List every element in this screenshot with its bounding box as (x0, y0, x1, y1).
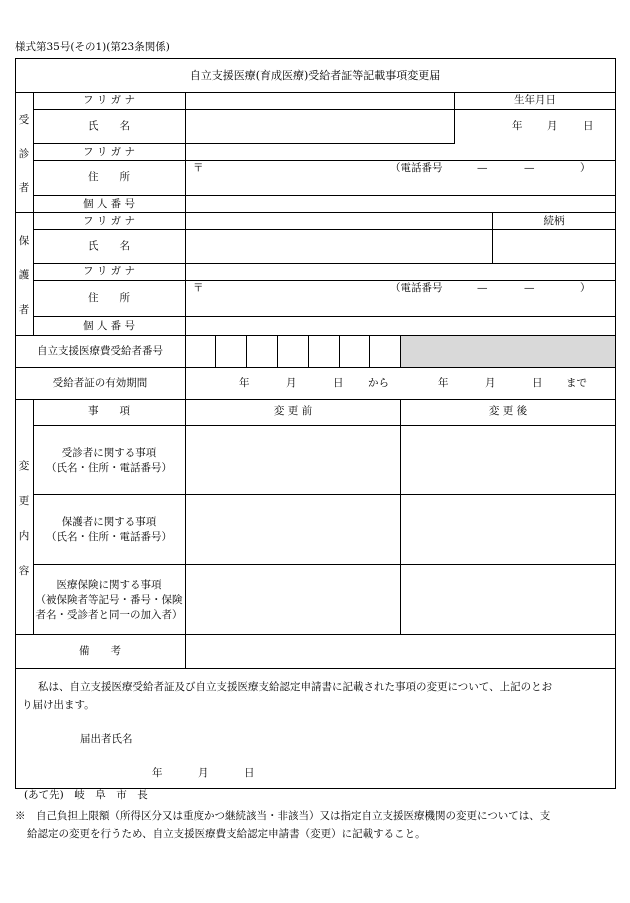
patient-section-char: 者 (18, 182, 30, 194)
validity-to-month: 月 (485, 377, 496, 389)
patient-mynumber-label: 個 人 番 号 (82, 198, 136, 210)
change-section-char: 変 (18, 460, 30, 472)
patient-phone-dash: — (524, 162, 535, 174)
validity-to-day: 日 (532, 377, 543, 389)
patient-furigana-label: フ リ ガ ナ (82, 94, 136, 106)
form-title: 自立支援医療(育成医療)受給者証等記載事項変更届 (189, 69, 441, 82)
patient-address-label: 住 所 (88, 171, 130, 183)
guardian-mynumber-label: 個 人 番 号 (82, 320, 136, 332)
change-row-guardian-line: （氏名・住所・電話番号） (46, 531, 172, 543)
change-section-char: 容 (18, 565, 30, 577)
patient-postal-mark: 〒 (193, 162, 204, 174)
patient-phone-close: ） (580, 162, 591, 174)
validity-to-year: 年 (438, 377, 449, 389)
birth-day-unit: 日 (583, 120, 594, 132)
change-row-insurance-line: （被保険者等記号・番号・保険 (35, 594, 183, 606)
patient-furigana2-label: フ リ ガ ナ (82, 146, 136, 158)
guardian-address-label: 住 所 (88, 292, 130, 304)
submit-day-unit: 日 (244, 767, 255, 779)
declaration-line: り届け出ます。 (22, 699, 95, 711)
addressee: (あて先) 岐 阜 市 長 (24, 789, 148, 801)
recipient-number-label: 自立支援医療費受給者番号 (37, 345, 163, 357)
guardian-postal-mark: 〒 (193, 282, 204, 294)
patient-phone-label: （電話番号 (390, 162, 443, 174)
submit-year-unit: 年 (152, 767, 163, 779)
validity-to-label: まで (566, 377, 587, 389)
patient-phone-dash: — (477, 162, 488, 174)
after-header: 変 更 後 (488, 405, 528, 417)
birth-date-header: 生年月日 (514, 94, 556, 106)
guardian-name-label: 氏 名 (88, 240, 130, 252)
change-section-char: 更 (18, 495, 30, 507)
guardian-phone-dash: — (477, 282, 488, 294)
guardian-section-char: 護 (18, 269, 30, 281)
validity-label: 受給者証の有効期間 (52, 377, 148, 389)
note-line: ※ 自己負担上限額（所得区分又は重度かつ継続該当・非該当）又は指定自立支援医療機関の変更については、支 (15, 810, 551, 822)
patient-section-char: 受 (18, 114, 30, 126)
birth-year-unit: 年 (512, 120, 523, 132)
patient-section-char: 診 (18, 148, 30, 160)
submit-month-unit: 月 (198, 767, 209, 779)
item-header: 事 項 (88, 405, 130, 417)
change-row-insurance-line: 医療保険に関する事項 (56, 579, 162, 591)
guardian-section-char: 者 (18, 304, 30, 316)
change-row-insurance-line: 者名・受診者と同一の加入者） (35, 609, 183, 621)
guardian-section-char: 保 (18, 235, 30, 247)
remarks-label: 備 考 (79, 645, 121, 657)
guardian-phone-label: （電話番号 (390, 282, 443, 294)
guardian-furigana-label: フ リ ガ ナ (82, 215, 136, 227)
change-row-patient-line: （氏名・住所・電話番号） (46, 462, 172, 474)
declaration-line: 私は、自立支援医療受給者証及び自立支援医療支給認定申請書に記載された事項の変更について、上記のとお (38, 681, 553, 693)
validity-from-month: 月 (286, 377, 297, 389)
validity-from-day: 日 (333, 377, 344, 389)
guardian-phone-dash: — (524, 282, 535, 294)
change-row-guardian-line: 保護者に関する事項 (61, 516, 157, 528)
form-code: 様式第35号(その1)(第23条関係) (15, 41, 170, 53)
validity-from-label: から (368, 377, 389, 389)
guardian-phone-close: ） (580, 282, 591, 294)
patient-name-label: 氏 名 (88, 120, 130, 132)
note-line: 給認定の変更を行うため、自立支援医療費支給認定申請書（変更）に記載すること。 (27, 828, 426, 840)
change-section-char: 内 (18, 530, 30, 542)
before-header: 変 更 前 (273, 405, 313, 417)
birth-month-unit: 月 (547, 120, 558, 132)
submitter-name-label: 届出者氏名 (80, 733, 133, 745)
validity-from-year: 年 (239, 377, 250, 389)
relation-header: 続柄 (543, 215, 565, 227)
recipient-number-shaded (401, 336, 615, 367)
guardian-furigana2-label: フ リ ガ ナ (82, 265, 136, 277)
change-row-patient-line: 受診者に関する事項 (61, 447, 157, 459)
